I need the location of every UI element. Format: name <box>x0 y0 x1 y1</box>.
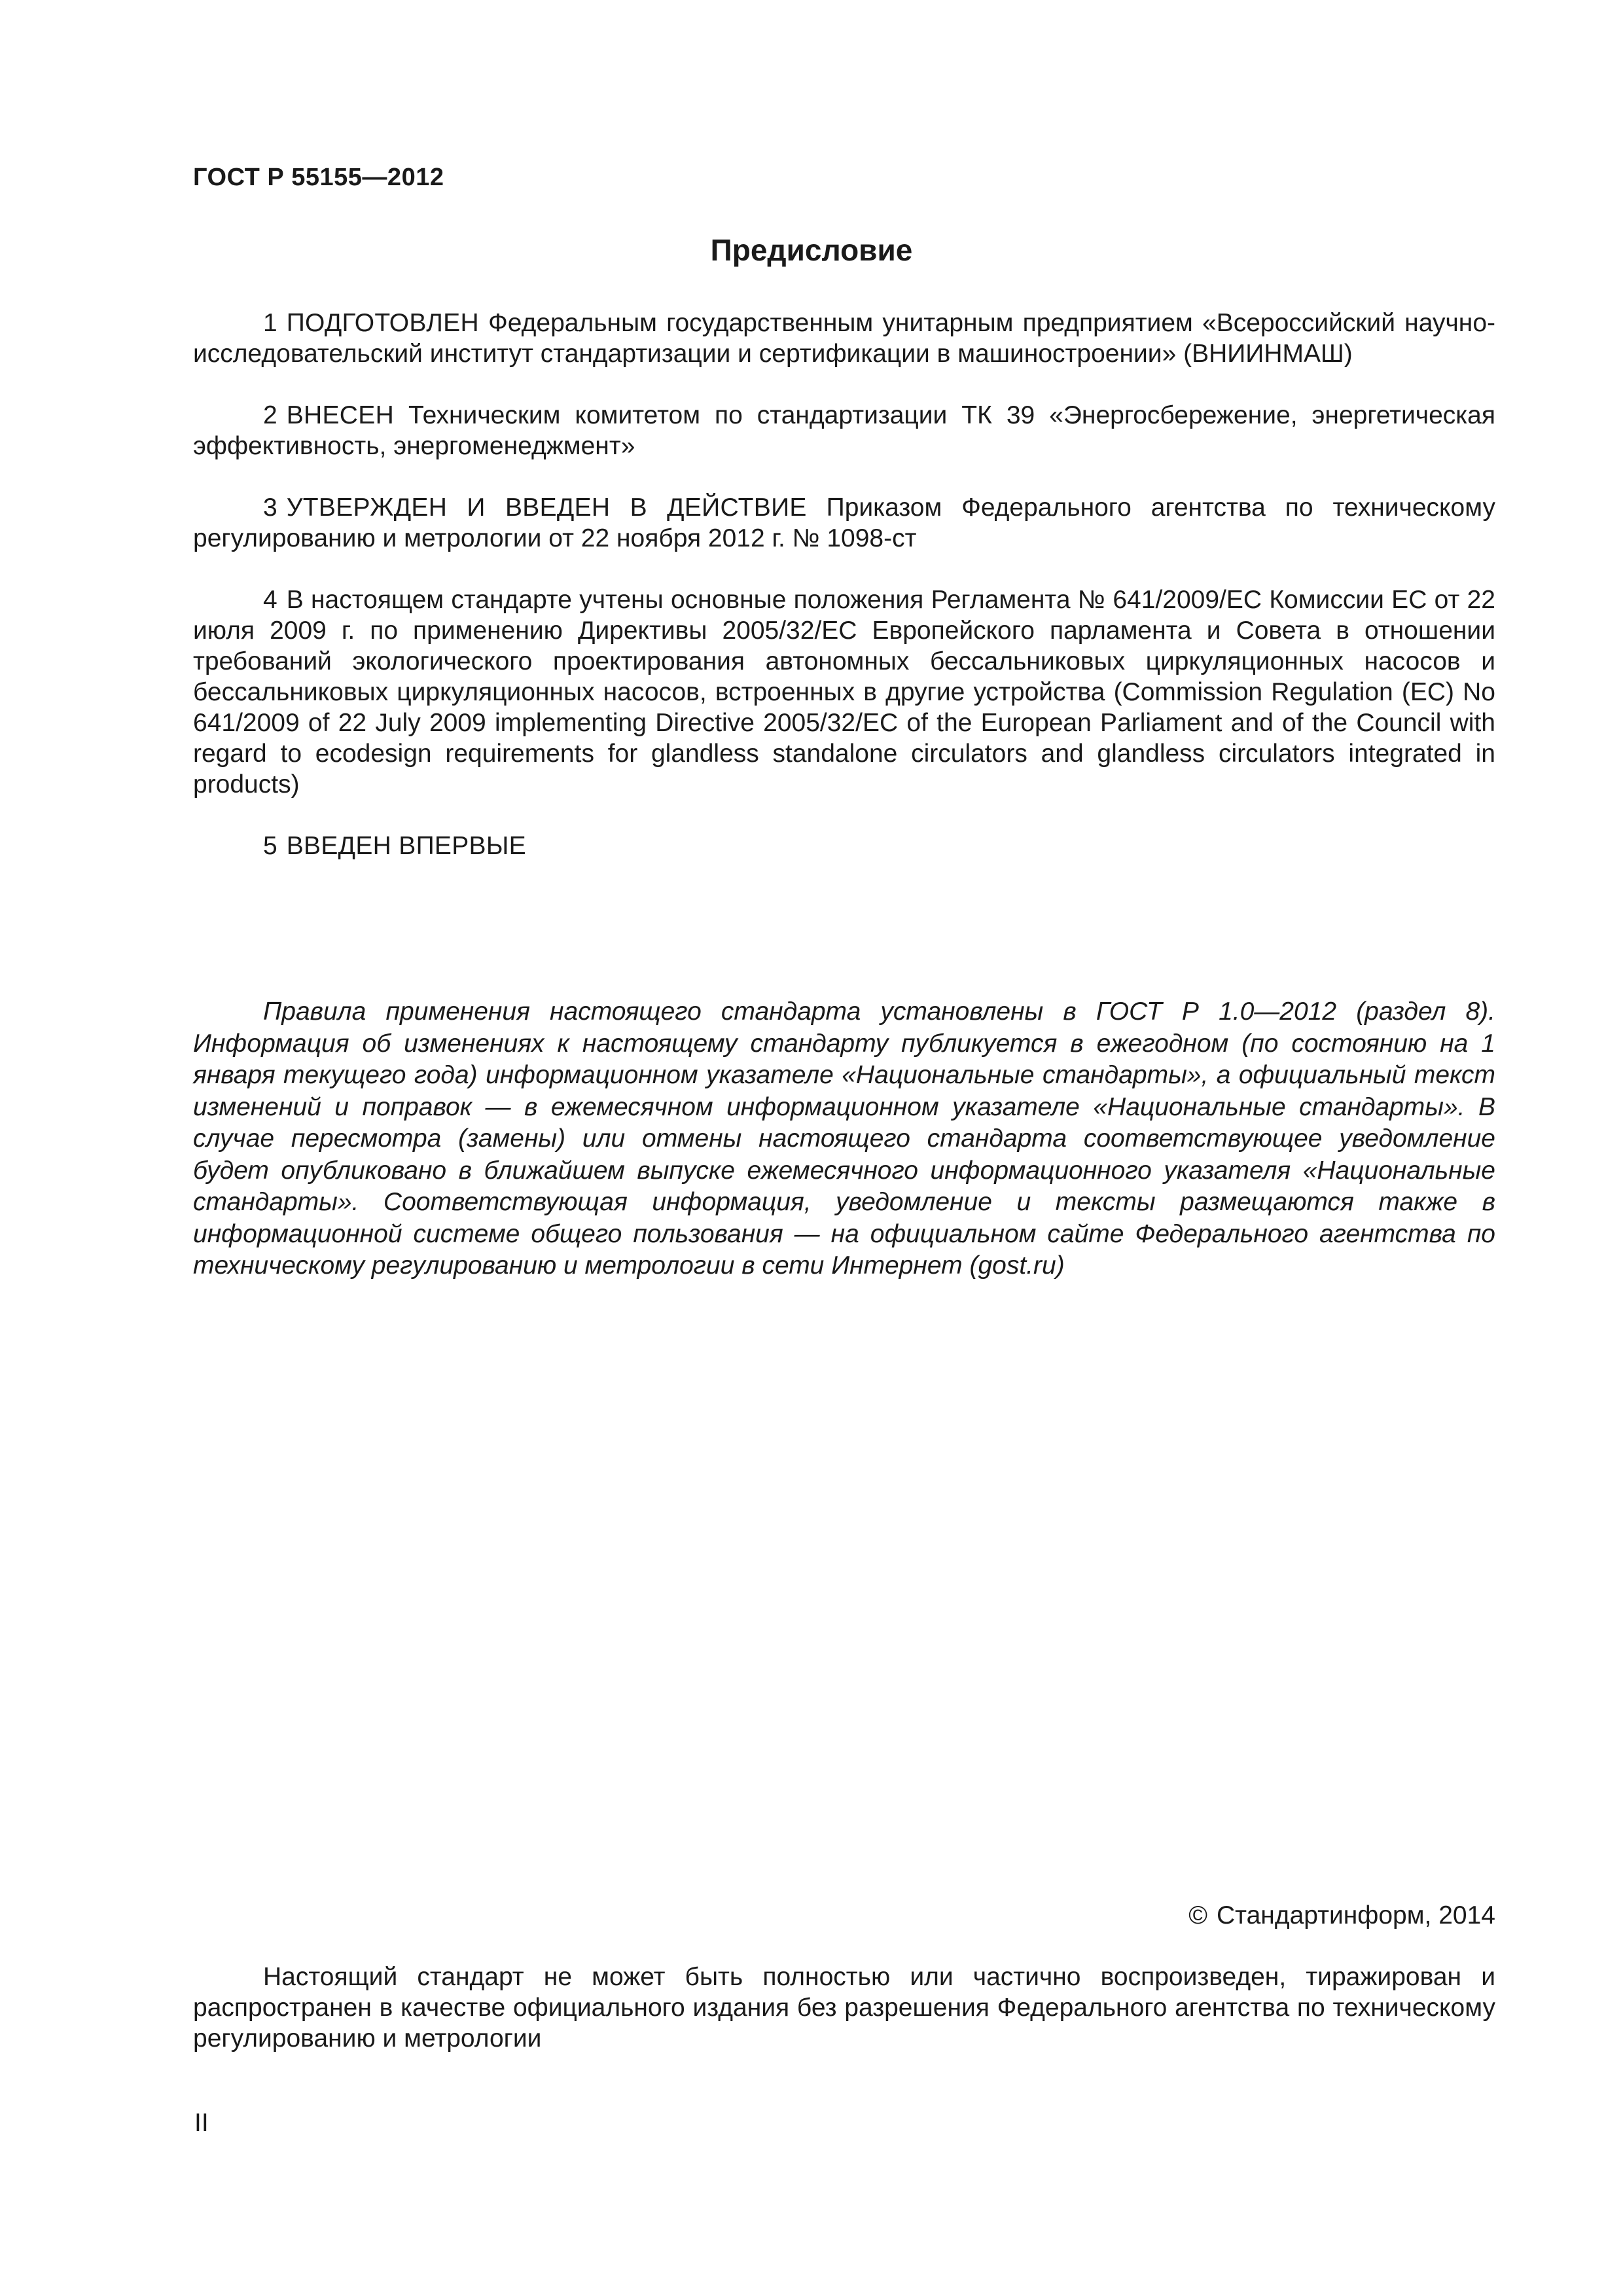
copyright-text: Стандартинформ, 2014 <box>1217 1901 1495 1929</box>
document-code: ГОСТ Р 55155—2012 <box>193 164 444 191</box>
foreword-body <box>193 308 1495 892</box>
item-text: (Commission Regulation (ЕС) No 641/2009 of 22 July 2009 implementing Directive 2005/32/EC of the European Parliament and of the Council with regard to ecodesign requirements for glandless standalone circulators and glandless circulators integrated in products) <box>193 678 1495 798</box>
page-title: Предисловие <box>710 233 913 267</box>
page-number: II <box>194 2109 209 2137</box>
item-lead: УТВЕРЖДЕН И ВВЕДЕН В ДЕЙСТВИЕ <box>286 493 807 522</box>
item-lead: В настоящем стандарте учтены основные положения Регламента № 641/2009/ЕС Комиссии ЕС от 22 июля 2009 г. по применению Директивы 2005/32/ЕС Европейского парламента и Совета в отношении требований экологического проектирования автономных бессальниковых циркуляционных насосов и бессальниковых циркуляционных насосов, встроенных в другие устройства <box>193 586 1495 706</box>
item-lead: ВВЕДЕН ВПЕРВЫЕ <box>286 832 526 860</box>
foreword-item-5 <box>193 831 1495 861</box>
item-number: 4 <box>263 586 277 614</box>
item-number: 3 <box>263 493 277 522</box>
item-text: Федеральным государственным унитарным предприятием «Всероссийский научно-исследовательский институт стандартизации и сертификации в машиностроении» (ВНИИНМАШ) <box>193 309 1495 368</box>
item-number: 1 <box>263 309 277 337</box>
item-text: Приказом Федерального агентства по техническому регулированию и метрологии от 22 ноября 2012 г. № 1098-ст <box>193 493 1495 552</box>
foreword-item-4 <box>193 584 1495 800</box>
application-rules-note: Правила применения настоящего стандарта установлены в ГОСТ Р 1.0—2012 (раздел 8). Информация об изменениях к настоящему стандарту публикуется в ежегодном (по состоянию на 1 января текущего года) информационном указателе «Национальные стандарты», а официальный текст изменений и поправок — в ежемесячном информационном указателе «Национальные стандарты». В случае пересмотра (замены) или отмены настоящего стандарта соответствующее уведомление будет опубликовано в ближайшем выпуске ежемесячного информационного указателя «Национальные стандарты». Соответствующая информация, уведомление и тексты размещаются также в информационной системе общего пользования — на официальном сайте Федерального агентства по техническому регулированию и метрологии в сети Интернет (gost.ru) <box>193 997 1495 1280</box>
foreword-item-3 <box>193 492 1495 554</box>
copyright-line <box>1188 1901 1495 1930</box>
copyright-icon: © <box>1188 1901 1207 1929</box>
item-number: 5 <box>263 832 277 860</box>
foreword-item-1 <box>193 308 1495 369</box>
item-text: Техническим комитетом по стандартизации ТК 39 «Энергосбережение, энергетическая эффективность, энергоменеджмент» <box>193 401 1495 460</box>
item-lead: ПОДГОТОВЛЕН <box>286 309 479 337</box>
foreword-item-2 <box>193 400 1495 461</box>
item-number: 2 <box>263 401 277 429</box>
item-lead: ВНЕСЕН <box>286 401 395 429</box>
reproduction-notice: Настоящий стандарт не может быть полностью или частично воспроизведен, тиражирован и распространен в качестве официального издания без разрешения Федерального агентства по техническому регулированию и метрологии <box>193 1963 1495 2053</box>
